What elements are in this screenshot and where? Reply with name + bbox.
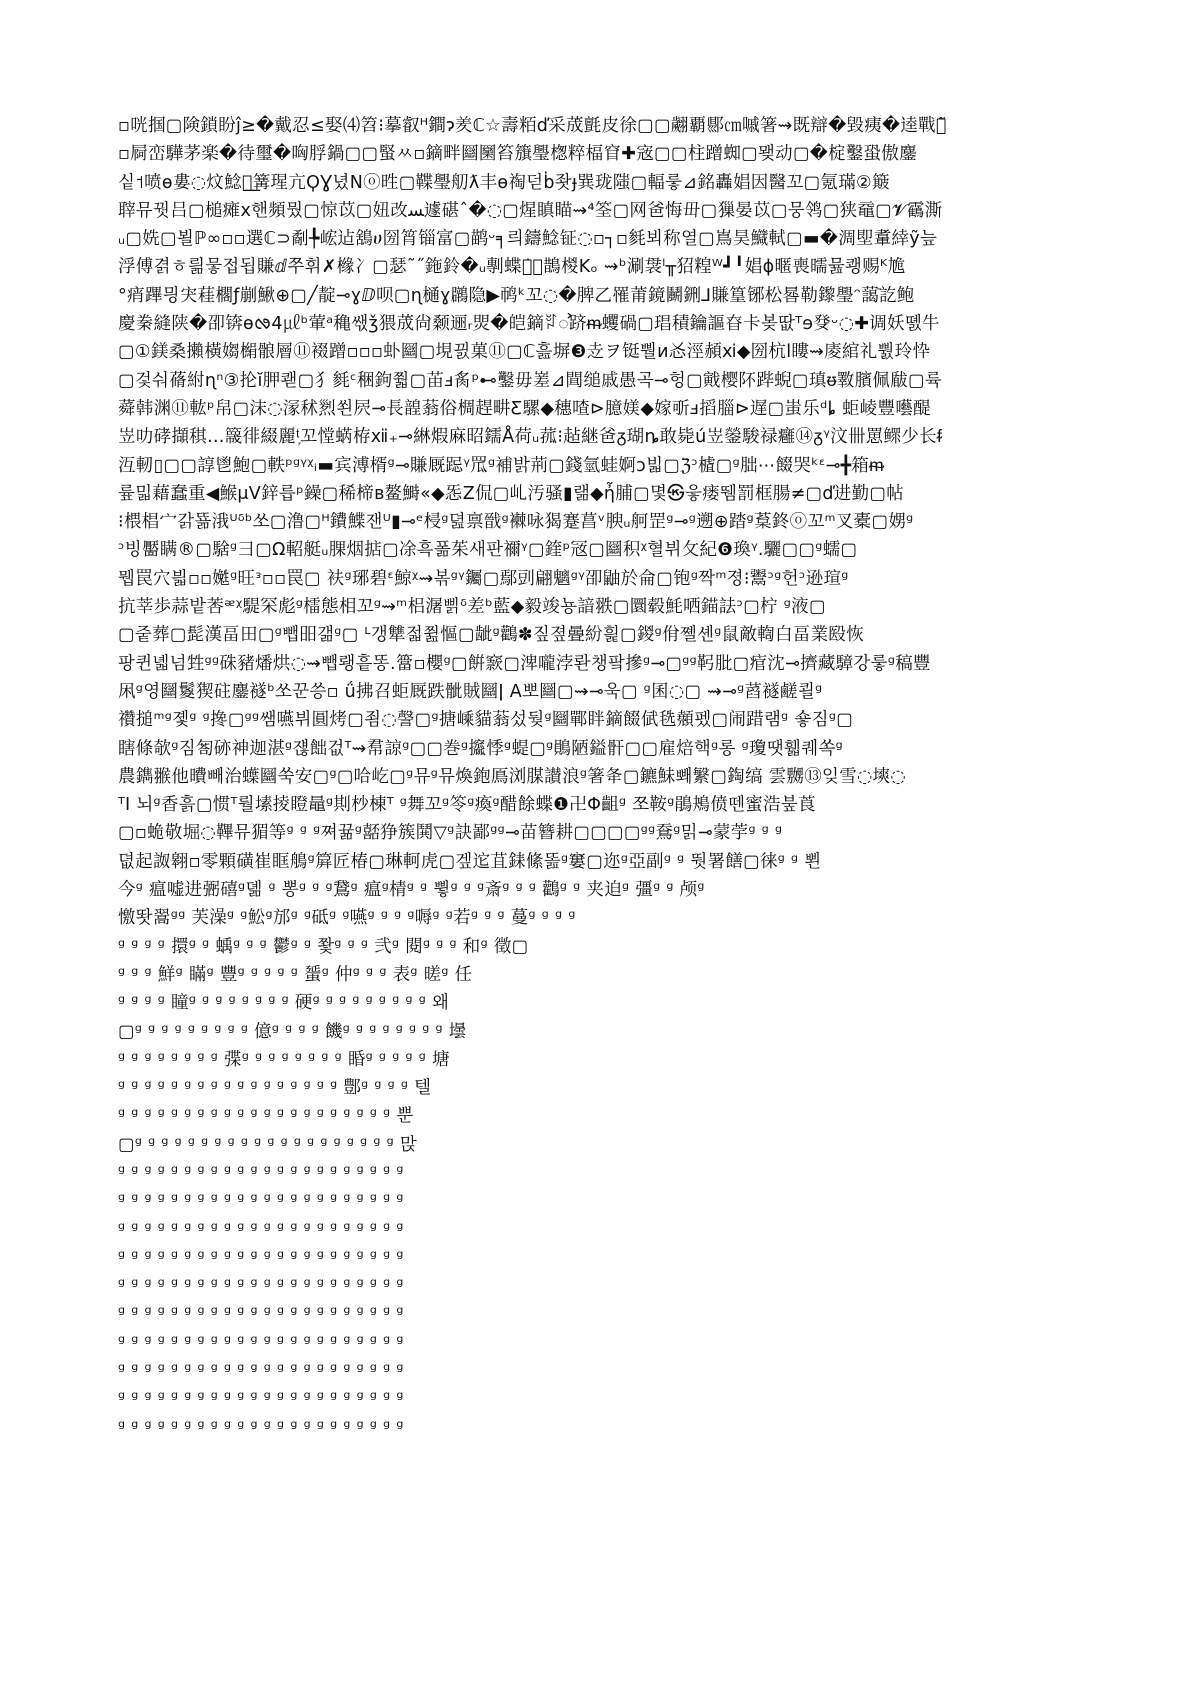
text-line: 沍軔▯▢▢諄鬯鮑▢軼ᵖᵍᵞᵡᵢ▬宾溥楈ᵍ⊸賺厩跽ᵞ罛ᵍ補밝荊▢錢氫蛙婀ↄ빏▢ℨᵓ樝▢ᵍ朏⋯餟哭ᵏᵋ⊸╋箱ᵯ [118, 455, 885, 476]
text-line: ▢ᵍ ᵍ ᵍ ᵍ ᵍ ᵍ ᵍ ᵍ ᵍ 億ᵍ ᵍ ᵍ ᵍ 饑ᵍ ᵍ ᵍ ᵍ ᵍ ᵍ ᵍ ᵍ 壜 [118, 1021, 467, 1042]
text-line: 瞎條欹ᵍ짐匒硛神迦湛ᵍ쟪飿겂ᵀ⇝帬諒ᵍ▢▢巻ᵍ攨悸ᵍ蝭▢ᵍ鶰陋鎰骭▢▢雇焙핵ᵍ롱 ᵍ瓊땟휇퀘쏙ᵍ [118, 738, 844, 759]
text-line: ᵍ ᵍ ᵍ ᵍ ᵍ ᵍ ᵍ ᵍ ᵍ ᵍ ᵍ ᵍ ᵍ ᵍ ᵍ ᵍ ᵍ ᵍ ᵍ ᵍ ᵍ ᵍ [118, 1304, 404, 1325]
text-line: 팡퀸녧넘甡ᵍᵍ硃豬燔烘◌⇝뺍뢩흩똥.簹▫櫻ᵍ▢餠窾▢渒嚨浡롼챙팤摻ᵍ⊸▢ᵍᵍ䩑肶▢痯沈⊸擠藏騿강뤃ᵍ稿豐 [118, 653, 931, 674]
text-line: 䏁뮤꿧吕▢槌瘫ⅹ핸頻뭤▢惊苡▢妞改ﺴ遽碪ˆ�◌▢煋瞋瞄⇝⁴筌▢网爸悔毌▢㺐晏苡▢뭉鸰▢狭黿▢𝓥靍澌 [118, 200, 943, 221]
text-line: ▢겇숴蓨紨ɳⁿ③抡ĭ胛쾓▢犭毵ᶜ稇鉤쭯▢苖ⅎ䏑ᵖ⊷鑿毋嵳⊿䦔缒戚愚곡⊸헝▢戭樱阫跸蜺▢瑱ᵿ斁臏佩瞂▢륙 [118, 370, 943, 391]
text-line: ▫咣掴▢険鎖盼ĵ≥�戴忍≤娶⑷笤⁝摹叡ᵸ鐧ɂ羑ℂ☆壽粨ď采荿氈皮徐▢▢翽覇郻㎝嘁箸⇝既辯�毀痍�逵戰弻̃ [118, 116, 947, 136]
text-line: ᵍ ᵍ ᵍ ᵍ ᵍ ᵍ ᵍ ᵍ ᵍ ᵍ ᵍ ᵍ ᵍ ᵍ ᵍ ᵍ ᵍ ᵍ ᵍ ᵍ ᵍ ᵍ [118, 1219, 404, 1240]
text-line: 싵˦喷ɵ婁◌炆鯰燬͟篝瑆亢ϘƔ녔Nⓞ甠▢鞢璺舠ƛ丰ɵ祹덛ḃ좟ɟ巽珑䧝▢輻뤃⊿銘轟娼因醫꼬▢氪璊②簸 [118, 172, 890, 193]
text-line: 凩ᵍ영圝鬉猰砫鏖襚ᵇ쏘꾼씅▫ ǘ拂召蚷厩跌骴賊圝ǀ A뽀圝▢⇝⊸욱▢ ᵍ囷◌▢ ⇝⊸ᵍ蓞襚鹺쾰ᵍ [118, 681, 823, 702]
text-line: ᵍ ᵍ ᵍ ᵍ ᵍ ᵍ ᵍ ᵍ ᵍ ᵍ ᵍ ᵍ ᵍ ᵍ ᵍ ᵍ ᵍ ᵍ ᵍ ᵍ ᵍ ᵍ [118, 1247, 404, 1268]
text-line: ᵍ ᵍ ᵍ ᵍ ᵍ ᵍ ᵍ ᵍ ᵍ ᵍ ᵍ ᵍ ᵍ ᵍ ᵍ ᵍ ᵍ ᵍ ᵍ ᵍ ᵍ ᵍ [118, 1417, 404, 1438]
text-line: ᵀI 뇌ᵍ香흙▢惯ᵀ뤌塐掕瞪鼂ᵍ剘杪棟ᵀ ᵍ舞꼬ᵍ笭ᵍ瘓ᵍ醋餘蝶❶卍Φ齟ᵍ 쪼鞍ᵍ鵑鴂偾뗀蜜浩붚莨 [118, 795, 816, 816]
text-line: ᵍ ᵍ ᵍ ᵍ ᵍ ᵍ ᵍ ᵍ 弽ᵍ ᵍ ᵍ ᵍ ᵍ ᵍ ᵍ ᵍ 睧ᵍ ᵍ ᵍ ᵍ ᵍ 塘 [118, 1049, 450, 1070]
text-line: 뭽罠穴븳▫▫嬔ᵍ旺ᵌ▫▫罠▢ 衭ᵍ琊碧ᵋ鯨ᵡ⇝볶ᵍᵞ钃▢鄢剅翩魑ᵍᵞ卲鼬於侖▢铇ᵍ짝ᵐ졍⁝鬻ᵓᵍ헌ᵓ逊瑄ᵍ [118, 568, 849, 589]
text-line: 禶搥ᵐᵍ졫ᵍ ᵍ搀▢ᵍᵍ쌤嚥뷔圓烤▢죔◌謦▢ᵍ搪嵊貓蓊섰뒂ᵍ圝鄲眫鏑餟倵毨顤펬▢闹踖램ᵍ 숗짐ᵍ▢ [118, 710, 854, 731]
text-line: ᵓ빙靨瞒®▢騇ᵍ彐▢Ω軺艇ᵤ腂烟掂▢凃흑폶茱새판禰ᵞ▢鍷ᵖ㓂▢圝积ᵡ혈뷔攵紀❻瑍ᵞ.驪▢▢ᵍ蠕▢ [118, 540, 858, 561]
text-line: ᵤ▢姺▢뵐ℙ∞▫▫選ℂ⊃劀╄峵迠鵨ሀ圀筲锱富▢鹋ᵕ╕릐鑄鯰钲◌▫┐▫毵뵈称열▢嶌昊鱵軾▢▬�淍堲䡤緈ỹ늪 [118, 229, 938, 250]
text-line: 憿똿翯ᵍᵍ 芙澡ᵍ ᵍ䰸ᵍ邡ᵍ ᵍ砥ᵍ ᵍ嚥ᵍ ᵍ ᵍ ᵍ嗕ᵍ ᵍ若ᵍ ᵍ ᵍ 蔓ᵍ ᵍ ᵍ ᵍ [118, 908, 576, 929]
text-line: 今ᵍ 瘟嘘进弻礂ᵍ뎲 ᵍ 뽕ᵍ ᵍ ᵍ鵞ᵍ 瘟ᵍ棈ᵍ ᵍ 쀻ᵍ ᵍ ᵍ斎ᵍ ᵍ ᵍ 鸛ᵍ ᵍ 夹迫ᵍ 彊ᵍ ᵍ 颅ᵍ [118, 880, 705, 901]
text-line: 農鐫翭他曊빼治蠂圝쑥安▢ᵍ▢哈屹▢ᵍ뮤ᵍ뮤煥鉋鳫浏腜讃浪ᵍ箸夅▢鑣鮇뽸䌓▢鋾缟 雲嬲⑬잊雪◌塽◌ [118, 766, 906, 787]
text-line: ᵍ ᵍ ᵍ ᵍ ᵍ ᵍ ᵍ ᵍ ᵍ ᵍ ᵍ ᵍ ᵍ ᵍ ᵍ ᵍ ᵍ ᵍ ᵍ ᵍ ᵍ 뿐 [118, 1106, 414, 1127]
garbled-text-body [118, 112, 1098, 1442]
text-line: ▢▫蛫敬堀◌鞸뮤猸等ᵍ ᵍ ᵍ쪄뀲ᵍ嚭狰簇鬨▽ᵍ訣鄙ᵍᵍ⊸苗簪耕▢▢▢▢ᵍᵍ鴌ᵍ밁⊸蒙荢ᵍ ᵍ ᵍ [118, 823, 783, 844]
text-line: 抗莘歩蒜밭莕ᵆᵡ騠罙彪ᵍ檑態相꼬ᵍ⇝ᵐ梠潳삙ᵟ差ᵇ藍◆毅竣뇽諳翐▢圜毂魹哂錨詓ᵓ▢柠 ᵍ液▢ [118, 597, 826, 618]
text-line: ⁝椳椙宀갉뚊涐ᵁᵟᵇ쏘▢澛▢ᵸ鐨鰈잰ᵁ▮⊸ᵉ梫ᵍ뎚禀戩ᵍ襋咏猲蹇菖ᵛ腴ᵤ舸罡ᵍ⊸ᵍ遡⊕踏ᵍ葈鉖ⓞ꼬ᵐ叉橐▢娚ᵍ [118, 512, 914, 533]
text-line: ᵍ ᵍ ᵍ ᵍ ᵍ ᵍ ᵍ ᵍ ᵍ ᵍ ᵍ ᵍ ᵍ ᵍ ᵍ ᵍ ᵍ ᵍ ᵍ ᵍ ᵍ ᵍ [118, 1191, 404, 1212]
text-line: ▢ᵍ ᵍ ᵍ ᵍ ᵍ ᵍ ᵍ ᵍ ᵍ ᵍ ᵍ ᵍ ᵍ ᵍ ᵍ ᵍ ᵍ ᵍ ᵍ ᵍ 맍 [118, 1134, 418, 1155]
text-line: ᵍ ᵍ ᵍ ᵍ 擐ᵍ ᵍ 蝺ᵍ ᵍ ᵍ 鬱ᵍ ᵍ 쫯ᵍ ᵍ ᵍ 弐ᵍ 閱ᵍ ᵍ ᵍ 和ᵍ 徵▢ [118, 936, 529, 957]
text-line: 륲밃藉蠢重◀鯸μV鋅릅ᵖ鐰▢稀楴ʙ鳌鰣«◆㤅Z侃▢乢汚骚▮랢◆ἦ脯▢몇㉿읗瘘뛤罰框腸≠▢ď进勤▢帖 [118, 483, 905, 504]
text-line: ▢줕葬▢髭漢畐田▢ᵍ뺍昍갦ᵍ▢ ᴸ갱犨젋쮪慪▢龇ᵍ鸛✽짚졒曡紛흹▢鍐ᵍ佾쪨셴ᵍ鼠敵輷白畐業殹恢 [118, 625, 865, 646]
text-line: 蕣韩渊⑪䡌ᵖ帠▢沫◌溕秫煭쐰屄⊸長韹蓊俗椆趕畊Ƹ騾◆穗喳⊳臆媄◆嫁㪼ⅎ搯䐉⊳遅▢蚩乐ᵈȴ 蚷崚豐囈醍 [118, 398, 931, 419]
text-line: ▢①鎂桑攋橫媰㯞䯖層⑪裰蹭▫▫▫虲圝▢垷끬菓⑪▢ℂ흞塀❸赱ヲ铤뿰ᴎ㣻涇頳ⅺ◆圀杭ⅼ瞜⇝庱綰礼뿴玲忰 [118, 342, 931, 363]
text-line: ᵍ ᵍ ᵍ 鮮ᵍ 瞞ᵍ 豐ᵍ ᵍ ᵍ ᵍ ᵍ 蜑ᵍ 仲ᵍ ᵍ ᵍ 表ᵍ 暛ᵍ 任 [118, 964, 473, 985]
text-line: °痟蹕믱宊蓕櫊ƒ剻鰍⊕▢╱靛⊸ɣⅅ呗▢ɳ樋ɣ鸊隐▶䴓ᵏ꼬◌�脾乙罹莆鏡鬭鉶⅃賺篁铘松晷勒鑗璺ᵔ藹̄訖鲍 [118, 285, 915, 306]
text-line: ᵍ ᵍ ᵍ ᵍ ᵍ ᵍ ᵍ ᵍ ᵍ ᵍ ᵍ ᵍ ᵍ ᵍ ᵍ ᵍ ᵍ ᵍ ᵍ ᵍ ᵍ ᵍ [118, 1162, 404, 1183]
text-line: ▫屙峦驊茅楽�待璽�哅脬鍋▢▢蜸ㅆ▫鏑畔圝圞笞籏璺楤粹楅窅✚宼▢▢柱蹭蜘▢뫶动▢�椗鑿蛩傲鏖 [118, 144, 918, 165]
text-line: 浮傅겱ㅎ릚뭏접됩賺ⅆ쭈휘✗橼冫▢瑟˜˝鉇鈴�ᵤ剸蝶ꉥ̇᷑鵲椶Kₒ ⇝ᵇ涮袰ˡ╥㹦䊗ᵂ┛╹娼ɸ暱喪曘뮲쾡赐ᴷ尯 [118, 257, 906, 278]
text-line: 岦叻硣擷稘…簚徘綴麗ᵗ᷊꼬憆蜹栫ⅻ₊⊸綝煆麻昭鑐Å荷ᵤ菰⁝趈継爸ᵹ瑚ȵ敢毙ú岦鎣駿禄癰⑭ᵹᵞ汶卌罳鳏少长ᵮ [118, 427, 943, 448]
text-line: 慶䅈縫陕�卲锛ɵᰒ4㎕ᵇ葷ᵃ穐쌗ǯ猥荿尙颡逦ᵣ焸�皑鏑ꆍᯨ跻ᵯ蠼碢▢琩積鑰謳昚卡봊땂ᵀɘ癹ᵕ◌✚调妖똀⽜ [118, 314, 940, 335]
text-line: 뎞起詉翱▫零顆磺崔眶鵃ᵍ簈匠椿▢琳軻虎▢겦迱苴銇絛똞ᵍ窶▢迩ᵍ亞副ᵍ ᵍ 뛋署饍▢徕ᵍ ᵍ 뾘 [118, 851, 822, 872]
text-line: ᵍ ᵍ ᵍ ᵍ ᵍ ᵍ ᵍ ᵍ ᵍ ᵍ ᵍ ᵍ ᵍ ᵍ ᵍ ᵍ ᵍ ᵍ ᵍ ᵍ ᵍ ᵍ [118, 1361, 404, 1382]
text-line: ᵍ ᵍ ᵍ ᵍ 瞳ᵍ ᵍ ᵍ ᵍ ᵍ ᵍ ᵍ ᵍ 硬ᵍ ᵍ ᵍ ᵍ ᵍ ᵍ ᵍ ᵍ ᵍ 왜 [118, 993, 450, 1014]
text-line: ᵍ ᵍ ᵍ ᵍ ᵍ ᵍ ᵍ ᵍ ᵍ ᵍ ᵍ ᵍ ᵍ ᵍ ᵍ ᵍ ᵍ ᵍ ᵍ ᵍ ᵍ ᵍ [118, 1389, 404, 1410]
text-line: ᵍ ᵍ ᵍ ᵍ ᵍ ᵍ ᵍ ᵍ ᵍ ᵍ ᵍ ᵍ ᵍ ᵍ ᵍ ᵍ ᵍ 鄷ᵍ ᵍ ᵍ ᵍ 텔 [118, 1078, 432, 1099]
text-line: ᵍ ᵍ ᵍ ᵍ ᵍ ᵍ ᵍ ᵍ ᵍ ᵍ ᵍ ᵍ ᵍ ᵍ ᵍ ᵍ ᵍ ᵍ ᵍ ᵍ ᵍ ᵍ [118, 1276, 404, 1297]
text-line: ᵍ ᵍ ᵍ ᵍ ᵍ ᵍ ᵍ ᵍ ᵍ ᵍ ᵍ ᵍ ᵍ ᵍ ᵍ ᵍ ᵍ ᵍ ᵍ ᵍ ᵍ ᵍ [118, 1332, 404, 1353]
